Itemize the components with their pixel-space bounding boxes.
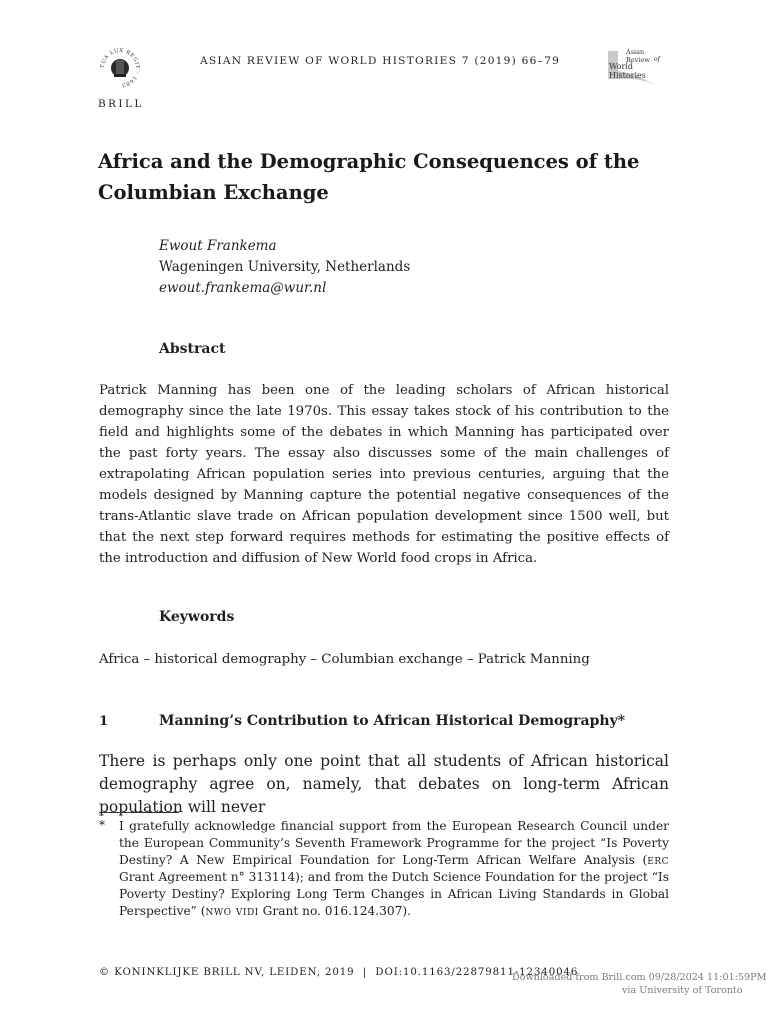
abstract-text: Patrick Manning has been one of the leading scholars of African historical demography since the late 1970s. This essay takes stock of his contribution to the field and highlights some of the debates in which Manning has participated over the past forty years. The essay also discusses some of the main challenges of extrapolating African population series into previous centuries, arguing that the models designed by Manning capture the potential negative consequences of the trans-Atlantic slave trade on African population development since 1500 well, but that the next step forward requires methods for estimating the positive effects of the introduction and diffusion of New World food crops in Africa.: [99, 383, 669, 566]
body-paragraph: There is perhaps only one point that all students of African historical demography agree on, namely, that debates on long-term African population will never: [99, 752, 669, 816]
publisher-name: BRILL: [98, 98, 144, 110]
footnote-marker: *: [99, 818, 105, 832]
footnote-part1: I gratefully acknowledge financial support from the European Research Council under the European Community’s Seventh Framework Programme for the project “Is Poverty Destiny? A New Empirical Foundation for Long-Term African Welfare Analysis (: [119, 819, 669, 867]
copyright-doi: © KONINKLIJKE BRILL NV, LEIDEN, 2019 | DOI:10.1163/22879811-12340046: [99, 967, 579, 978]
running-head: ASIAN REVIEW OF WORLD HISTORIES 7 (2019) 66–79: [200, 55, 561, 67]
seal-motto: TUA LUX REGIT · 1683: [99, 47, 141, 88]
journal-logo-line3: World Histories: [609, 62, 646, 80]
journal-logo-line2: of: [654, 56, 660, 63]
download-stamp: Downloaded from Brill.com 09/28/2024 11:01:59PM: [512, 972, 767, 983]
footnote-nwo: nwo vidi: [205, 904, 259, 918]
footnote-text: [119, 818, 669, 920]
article-title: Africa and the Demographic Consequences of the Columbian Exchange: [98, 150, 640, 204]
author-affiliation: Wageningen University, Netherlands: [159, 259, 411, 275]
abstract-heading: Abstract: [159, 341, 226, 357]
journal-logo-line1: Asian Review: [626, 48, 650, 64]
author-name: Ewout Frankema: [159, 238, 277, 254]
brill-seal-icon: [96, 44, 144, 92]
footnote-part3: Grant no. 016.124.307).: [258, 904, 411, 918]
brill-seal-graphic: [96, 44, 144, 92]
download-via: via University of Toronto: [622, 985, 743, 996]
footnote-part2: Grant Agreement n° 313114); and from the Dutch Science Foundation for the project “Is Poverty Destiny? Exploring Long Term Changes in African Living Standards in Global Perspective” (: [119, 870, 669, 918]
section-number: 1: [99, 714, 109, 729]
journal-logo: [606, 47, 670, 93]
author-email[interactable]: ewout.frankema@wur.nl: [159, 280, 327, 296]
keywords-text: Africa – historical demography – Columbian exchange – Patrick Manning: [99, 652, 590, 667]
section-title: Manning’s Contribution to African Historical Demography*: [159, 713, 626, 729]
footnote-rule: [99, 812, 179, 813]
footnote-erc: erc: [647, 853, 669, 867]
keywords-heading: Keywords: [159, 609, 235, 625]
